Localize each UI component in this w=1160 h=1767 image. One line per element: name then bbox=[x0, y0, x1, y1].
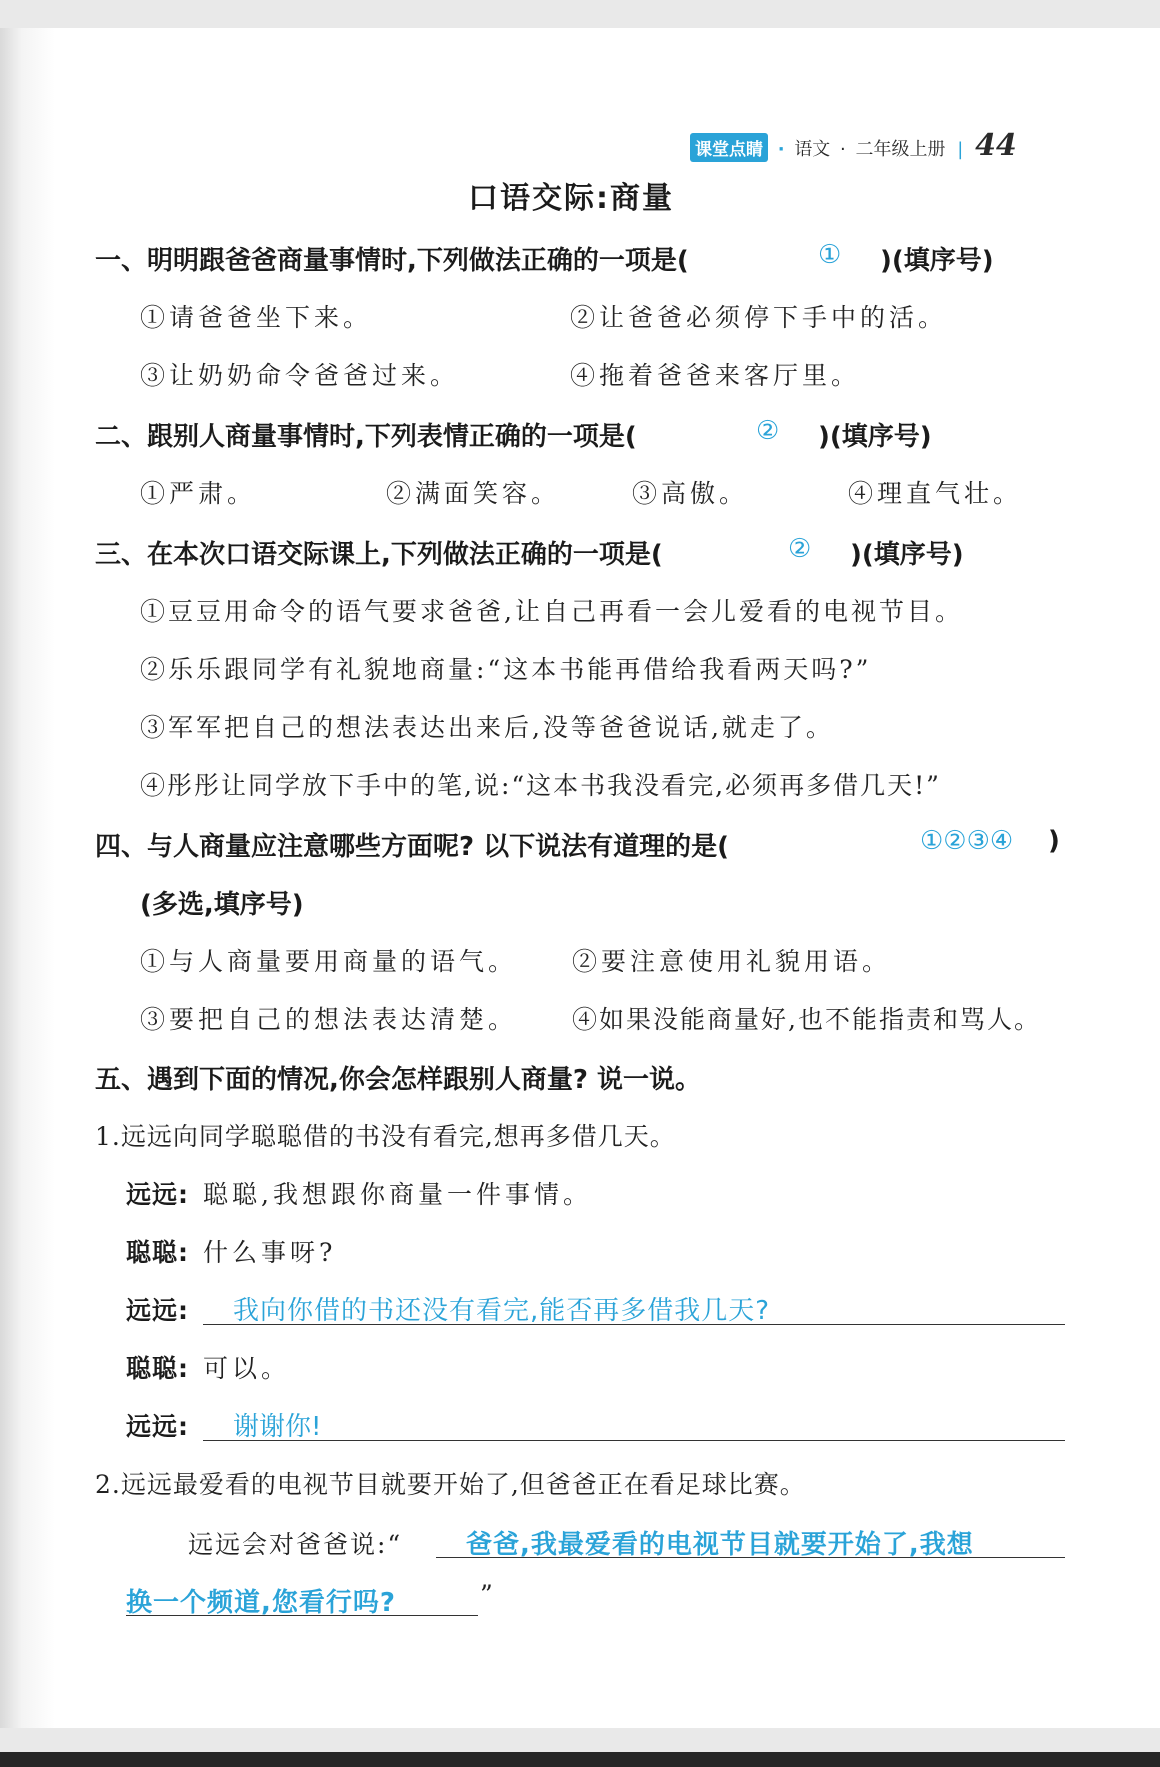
dialogue-answer: 谢谢你! bbox=[233, 1412, 322, 1442]
question-2-stem: 二、跟别人商量事情时,下列表情正确的一项是( bbox=[95, 422, 637, 452]
question-2-option: ②满面笑容。 bbox=[386, 479, 561, 508]
question-1-option: ④拖着爸爸来客厅里。 bbox=[570, 361, 861, 390]
question-3-suffix: )(填序号) bbox=[850, 540, 964, 570]
question-3-stem: 三、在本次口语交际课上,下列做法正确的一项是( bbox=[95, 540, 663, 570]
question-4-note: (多选,填序号) bbox=[140, 890, 304, 920]
scenario-2-lead: 远远会对爸爸说:“ bbox=[188, 1530, 403, 1559]
dialogue-speaker: 远远: bbox=[126, 1296, 189, 1325]
header-dot: · bbox=[840, 139, 846, 160]
header-badge: 课堂点睛 bbox=[690, 133, 768, 162]
header-separator: | bbox=[957, 139, 964, 160]
header-dot: · bbox=[777, 139, 785, 160]
dialogue-text: 什么事呀? bbox=[203, 1238, 337, 1267]
header-grade: 二年级上册 bbox=[855, 139, 946, 160]
question-2-suffix: )(填序号) bbox=[818, 422, 932, 452]
answer-underline bbox=[126, 1615, 478, 1616]
question-4-stem: 四、与人商量应注意哪些方面呢? 以下说法有道理的是( bbox=[95, 832, 730, 862]
answer-underline bbox=[436, 1557, 1065, 1558]
question-3-option: ③军军把自己的想法表达出来后,没等爸爸说话,就走了。 bbox=[140, 713, 834, 742]
dialogue-text: 聪聪,我想跟你商量一件事情。 bbox=[203, 1180, 592, 1209]
scenario-2-answer-line-1: 爸爸,我最爱看的电视节目就要开始了,我想 bbox=[466, 1530, 974, 1560]
scenario-2-answer-line-2: 换一个频道,您看行吗? bbox=[126, 1588, 396, 1618]
question-4-option: ③要把自己的想法表达清楚。 bbox=[140, 1005, 518, 1034]
dialogue-speaker: 聪聪: bbox=[126, 1354, 189, 1383]
question-3-answer: ② bbox=[788, 534, 812, 564]
question-1-stem: 一、明明跟爸爸商量事情时,下列做法正确的一项是( bbox=[95, 246, 689, 276]
question-1-suffix: )(填序号) bbox=[880, 246, 994, 276]
question-4-option: ②要注意使用礼貌用语。 bbox=[572, 947, 892, 976]
dialogue-speaker: 远远: bbox=[126, 1180, 189, 1209]
bottom-edge bbox=[0, 1752, 1160, 1767]
scenario-2-close-quote: ” bbox=[480, 1580, 497, 1609]
dialogue-text: 可以。 bbox=[203, 1354, 291, 1383]
answer-underline bbox=[203, 1324, 1065, 1325]
page-title: 口语交际:商量 bbox=[468, 181, 674, 216]
scenario-1-prompt: 1.远远向同学聪聪借的书没有看完,想再多借几天。 bbox=[95, 1122, 676, 1151]
header-subject: 语文 bbox=[794, 139, 831, 160]
question-1-answer: ① bbox=[818, 240, 842, 270]
question-3-option: ②乐乐跟同学有礼貌地商量:“这本书能再借给我看两天吗?” bbox=[140, 655, 872, 684]
question-4-suffix: ) bbox=[1048, 826, 1060, 856]
dialogue-speaker: 远远: bbox=[126, 1412, 189, 1441]
question-4-option: ①与人商量要用商量的语气。 bbox=[140, 947, 518, 976]
question-1-option: ①请爸爸坐下来。 bbox=[140, 303, 373, 332]
question-3-option: ④彤彤让同学放下手中的笔,说:“这本书我没看完,必须再多借几天!” bbox=[140, 771, 941, 800]
dialogue-answer: 我向你借的书还没有看完,能否再多借我几天? bbox=[233, 1296, 771, 1326]
question-3-option: ①豆豆用命令的语气要求爸爸,让自己再看一会儿爱看的电视节目。 bbox=[140, 597, 963, 626]
question-2-option: ③高傲。 bbox=[632, 479, 749, 508]
scenario-2-prompt: 2.远远最爱看的电视节目就要开始了,但爸爸正在看足球比赛。 bbox=[95, 1470, 806, 1499]
question-2-option: ④理直气壮。 bbox=[848, 479, 1023, 508]
page-header bbox=[690, 128, 1017, 163]
question-1-option: ②让爸爸必须停下手中的活。 bbox=[570, 303, 948, 332]
question-4-option: ④如果没能商量好,也不能指责和骂人。 bbox=[572, 1005, 1041, 1034]
question-2-answer: ② bbox=[756, 416, 780, 446]
question-1-option: ③让奶奶命令爸爸过来。 bbox=[140, 361, 460, 390]
question-4-answer: ①②③④ bbox=[920, 826, 1014, 856]
dialogue-speaker: 聪聪: bbox=[126, 1238, 189, 1267]
question-5-stem: 五、遇到下面的情况,你会怎样跟别人商量? 说一说。 bbox=[95, 1065, 702, 1095]
question-2-option: ①严肃。 bbox=[140, 479, 257, 508]
page-number: 44 bbox=[975, 128, 1017, 163]
answer-underline bbox=[203, 1440, 1065, 1441]
